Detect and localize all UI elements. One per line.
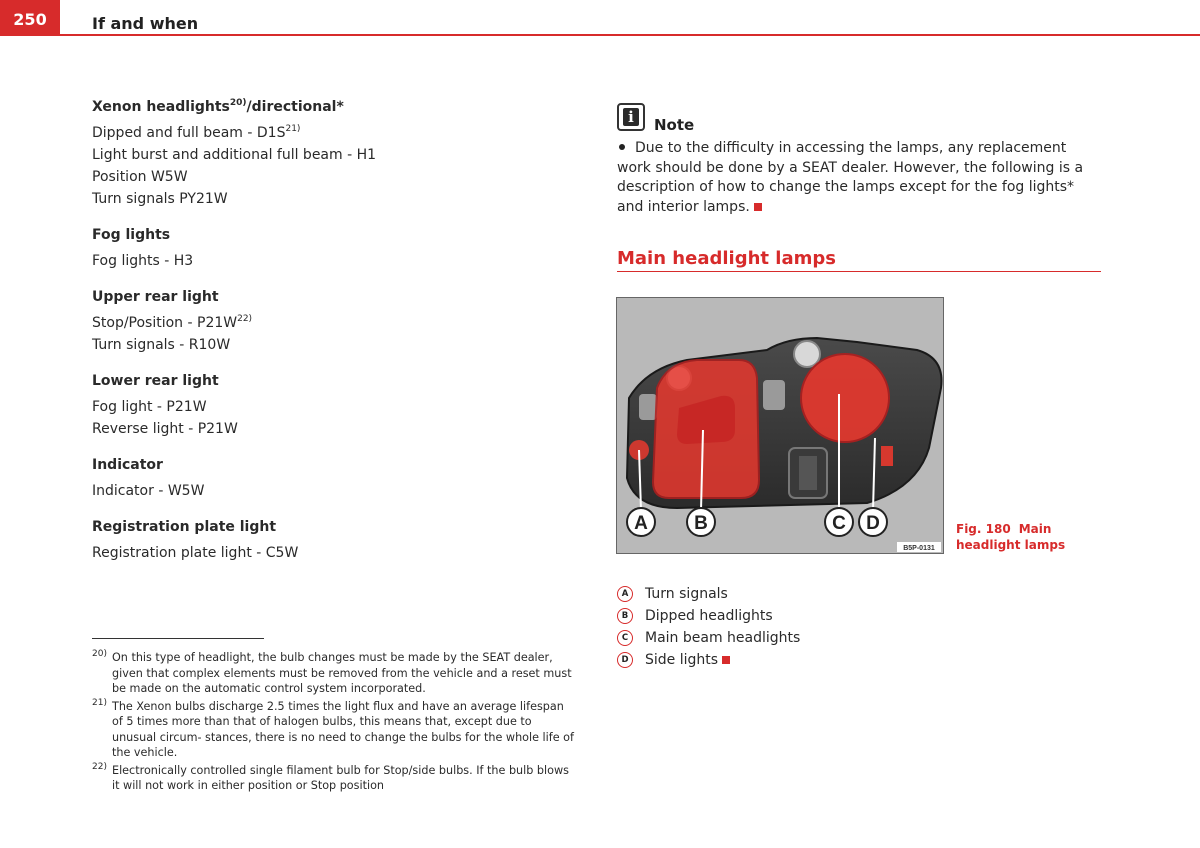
list-item: Indicator - W5W (92, 483, 205, 499)
legend-key: A (617, 586, 633, 602)
figure-code: B5P-0131 (903, 545, 935, 552)
list-item: Position W5W (92, 169, 188, 185)
svg-text:B: B (694, 513, 708, 534)
footnote: 20) On this type of headlight, the bulb changes must be made by the SEAT dealer, given that complex elements must be removed from the vehicle and a reset must be made on the automatic control system incorporated. (92, 649, 572, 695)
page-number: 250 (0, 0, 60, 36)
callout-d (859, 508, 887, 536)
group-title-lower-rear: Lower rear light (92, 373, 219, 389)
list-item: Fog light - P21W (92, 399, 207, 415)
footnote: 22) Electronically controlled single filament bulb for Stop/side bulbs. If the bulb blows it will not work in either position or Stop position (92, 761, 569, 792)
footnote-ref: 21) (285, 124, 301, 134)
main-beam-cover (801, 354, 889, 442)
header-rule (60, 34, 1200, 36)
legend-item: B Dipped headlights (617, 605, 800, 627)
headlight-figure (616, 297, 944, 554)
list-item: Registration plate light - C5W (92, 545, 299, 561)
group-title-fog: Fog lights (92, 227, 171, 243)
list-item: Turn signals PY21W (92, 191, 228, 207)
end-of-section-icon (754, 203, 762, 211)
chapter-title: If and when (92, 14, 199, 33)
legend-key: B (617, 608, 633, 624)
list-item: Light burst and additional full beam - H1 (92, 147, 377, 163)
group-title-registration: Registration plate light (92, 519, 277, 535)
bulb-cap (794, 341, 820, 367)
housing-plate (763, 380, 785, 410)
legend-key: D (617, 652, 633, 668)
callout-b (687, 508, 715, 536)
bulb-list (92, 96, 592, 564)
list-item: Fog lights - H3 (92, 253, 194, 269)
svg-text:A: A (634, 513, 648, 534)
legend-item: D Side lights (617, 649, 800, 671)
connector-pins (799, 456, 817, 490)
info-icon: i (617, 103, 645, 131)
section-rule (617, 271, 1101, 272)
note-body: Due to the difficulty in accessing the lamps, any replacement work should be done by a SEAT dealer. However, the following is a description of how to change the lamps except for the fog lights* and interior lamps. (617, 140, 1084, 215)
callout-a (627, 508, 655, 536)
figure-legend (617, 583, 800, 671)
list-item: Dipped and full beam - $D1S^{21)}$ (92, 124, 301, 141)
figure-caption: Fig. 180 Main headlight lamps (956, 522, 1066, 552)
housing-plate (639, 394, 657, 420)
legend-item: C Main beam headlights (617, 627, 800, 649)
footnote-ref: 20) (229, 98, 247, 108)
footnote: 21) The Xenon bulbs discharge 2.5 times the light flux and have an average lifespan of 5 times more than that of halogen bulbs, this means that, except due to unusual circum- stances, there is no need to change the bulbs for the whole life of the vehicle. (92, 697, 574, 759)
svg-text:D: D (866, 513, 880, 534)
bullet-icon (619, 144, 625, 150)
svg-text:C: C (832, 513, 846, 534)
group-title-indicator: Indicator (92, 457, 163, 473)
legend-key: C (617, 630, 633, 646)
list-item: Stop/Position - $P21W^{22)}$ (92, 314, 253, 331)
headlight-illustration (617, 298, 943, 553)
group-title-xenon: Xenon headlights$^{20)}$/directional* (92, 98, 344, 115)
list-item: Reverse light - P21W (92, 421, 238, 437)
footnotes (92, 650, 578, 796)
footnote-rule (92, 638, 264, 639)
note-title: Note (654, 116, 695, 134)
legend-item: A Turn signals (617, 583, 800, 605)
section-title: Main headlight lamps (617, 248, 836, 269)
end-of-section-icon (722, 656, 730, 664)
group-title-upper-rear: Upper rear light (92, 289, 219, 305)
callout-c (825, 508, 853, 536)
main-beam-tab (881, 446, 893, 466)
footnote-ref: 22) (237, 314, 253, 324)
list-item: Turn signals - R10W (92, 337, 231, 353)
